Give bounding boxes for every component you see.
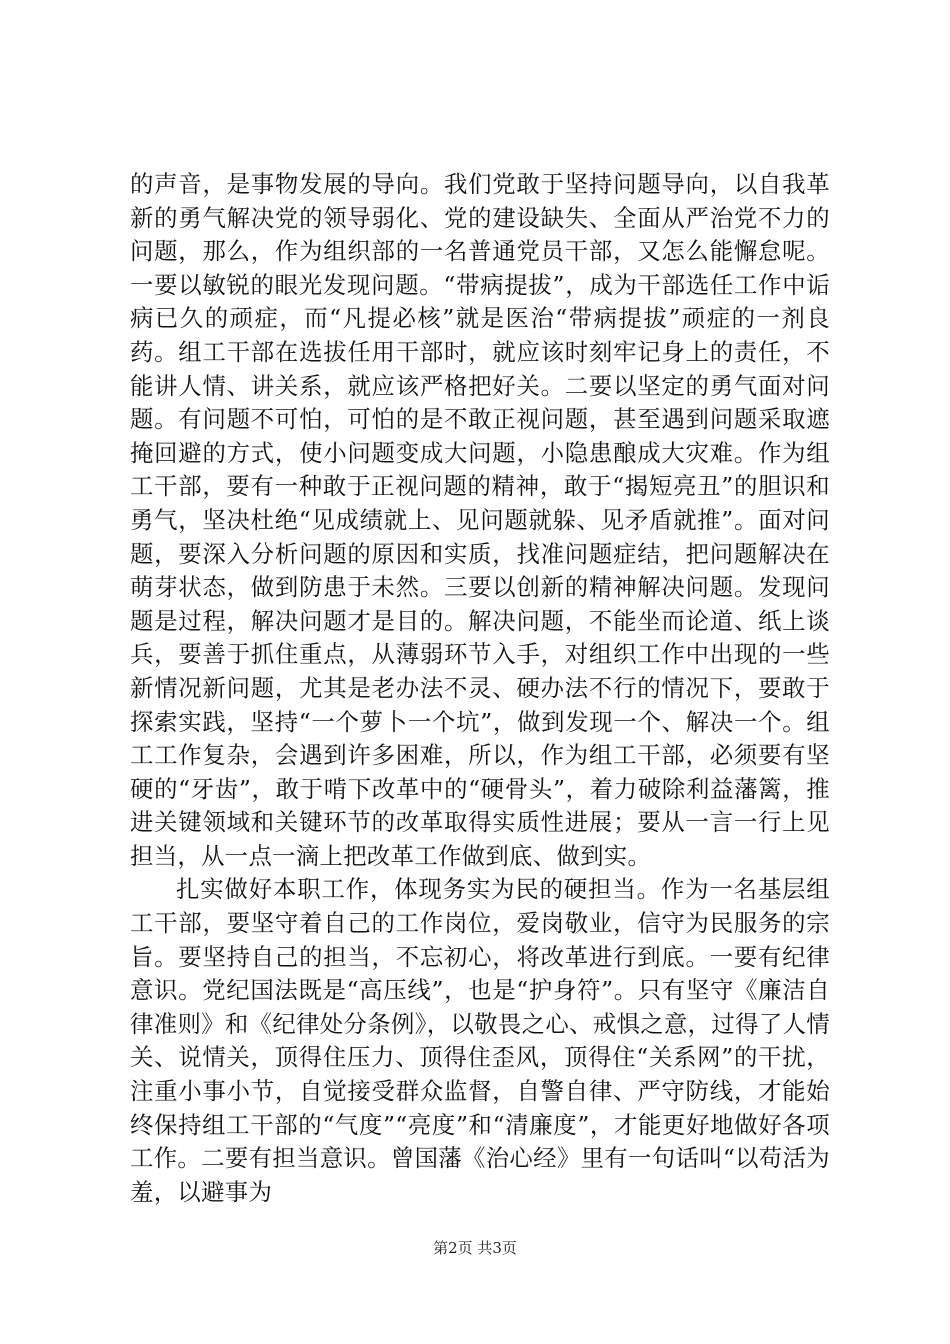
- paragraph-2: 扎实做好本职工作，体现务实为民的硬担当。作为一名基层组工干部，要坚守着自己的工作岗位，爱岗敬业，信守为民服务的宗旨。要坚持自己的担当，不忘初心，将改革进行到底。一要有纪律意识。党纪国法既是“高压线”，也是“护身符”。只有坚守《廉洁自律准则》和《纪律处分条例》，以敬畏之心、戒惧之意，过得了人情关、说情关，顶得住压力、顶得住歪风，顶得住“关系网”的干扰，注重小事小节，自觉接受群众监督，自警自律、严守防线，才能始终保持组工干部的“气度”“亮度”和“清廉度”，才能更好地做好各项工作。二要有担当意识。曾国藩《治心经》里有一句话叫“以苟活为羞，以避事为: [130, 875, 830, 1206]
- document-body: [130, 168, 830, 1209]
- paragraph-1: 的声音，是事物发展的导向。我们党敢于坚持问题导向，以自我革新的勇气解决党的领导弱化、党的建设缺失、全面从严治党不力的问题，那么，作为组织部的一名普通党员干部，又怎么能懈怠呢。一要以敏锐的眼光发现问题。“带病提拔”，成为干部选任工作中诟病已久的顽症，而“凡提必核”就是医治“带病提拔”顽症的一剂良药。组工干部在选拔任用干部时，就应该时刻牢记身上的责任，不能讲人情、讲关系，就应该严格把好关。二要以坚定的勇气面对问题。有问题不可怕，可怕的是不敢正视问题，甚至遇到问题采取遮掩回避的方式，使小问题变成大问题，小隐患酿成大灾难。作为组工干部，要有一种敢于正视问题的精神，敢于“揭短亮丑”的胆识和勇气，坚决杜绝“见成绩就上、见问题就躲、见矛盾就推”。面对问题，要深入分析问题的原因和实质，找准问题症结，把问题解决在萌芽状态，做到防患于未然。三要以创新的精神解决问题。发现问题是过程，解决问题才是目的。解决问题，不能坐而论道、纸上谈兵，要善于抓住重点，从薄弱环节入手，对组织工作中出现的一些新情况新问题，尤其是老办法不灵、硬办法不行的情况下，要敢于探索实践，坚持“一个萝卜一个坑”，做到发现一个、解决一个。组工工作复杂，会遇到许多困难，所以，作为组工干部，必须要有坚硬的“牙齿”，敢于啃下改革中的“硬骨头”，着力破除利益藩篱，推进关键领域和关键环节的改革取得实质性进展；要从一言一行上见担当，从一点一滴上把改革工作做到底、做到实。: [130, 170, 830, 870]
- page-footer: 第2页 共3页: [433, 1239, 517, 1257]
